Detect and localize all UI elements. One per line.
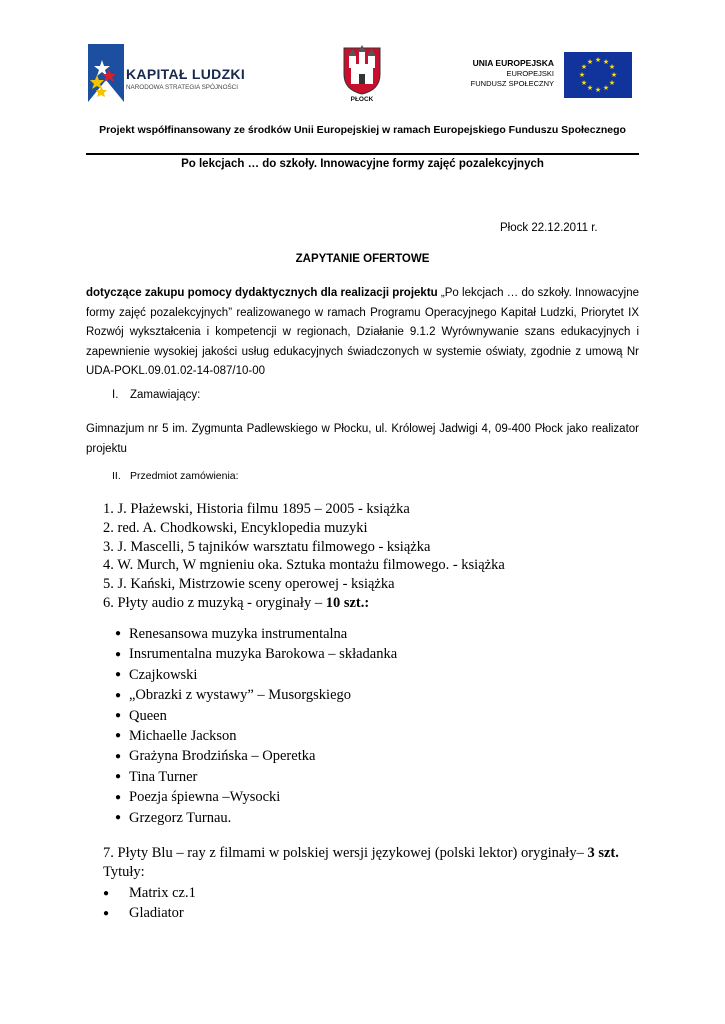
- list-item: [115, 685, 397, 705]
- order-item: 4. W. Murch, W mgnieniu oka. Sztuka montażu filmowego. - książka: [103, 557, 505, 574]
- svg-text:★: ★: [586, 85, 594, 92]
- list-item-label: Michaelle Jackson: [129, 727, 237, 744]
- bullet-icon: ●: [115, 648, 122, 660]
- list-item: [103, 884, 196, 904]
- plock-coat-of-arms: [338, 44, 386, 106]
- list-item-label: Tina Turner: [129, 768, 198, 785]
- list-item-label: Poezja śpiewna –Wysocki: [129, 789, 281, 806]
- list-item-label: Insrumentalna muzyka Barokowa – składanka: [129, 646, 398, 663]
- intro-body: „Po lekcjach … do szkoły. Innowacyjne formy zajęć pozalekcyjnych” realizowanego w ramach Programu Operacyjnego Kapitał Ludzki, Priorytet IX Rozwój wykształcenia i kompetencji w regionach, Działanie 9.1.2 Wyrównywanie szans edukacyjnych i zapewnienie wysokiej jakości usług edukacyjnych świadczonych w systemie oświaty, zgodnie z umową Nr UDA-POKL.09.01.02-14-087/10-00: [86, 287, 639, 377]
- film-titles-list: [103, 884, 196, 923]
- document-date: Płock 22.12.2011 r.: [500, 222, 598, 234]
- list-item: [115, 706, 397, 726]
- kapital-ludzki-emblem-icon: [86, 44, 126, 104]
- bullet-icon: ●: [115, 771, 122, 783]
- bullet-icon: ●: [115, 750, 122, 762]
- bullet-icon: ●: [103, 888, 110, 899]
- bullet-icon: ●: [115, 669, 122, 681]
- list-item: [115, 767, 397, 787]
- bullet-icon: ●: [115, 689, 122, 701]
- svg-text:★: ★: [610, 72, 618, 79]
- svg-text:★: ★: [608, 64, 616, 71]
- section-1-number: I.: [112, 389, 119, 401]
- list-item-label: Grażyna Brodzińska – Operetka: [129, 748, 316, 765]
- order-item-7-quantity: 3 szt.: [587, 845, 619, 861]
- kapital-ludzki-subtitle: NARODOWA STRATEGIA SPÓJNOŚCI: [126, 84, 238, 91]
- project-title: Po lekcjach … do szkoły. Innowacyjne formy zajęć pozalekcyjnych: [181, 158, 544, 170]
- eu-logo-line-3: FUNDUSZ SPOŁECZNY: [470, 79, 554, 88]
- bullet-icon: ●: [115, 811, 122, 823]
- order-item-6-quantity: 10 szt.:: [325, 594, 370, 611]
- order-item-6-text: 6. Płyty audio z muzyką - oryginały –: [103, 594, 326, 611]
- list-item: [115, 665, 397, 685]
- order-item-7-text: 7. Płyty Blu – ray z filmami w polskiej wersji językowej (polski lektor) oryginały–: [103, 845, 588, 861]
- ordering-party-paragraph: Gimnazjum nr 5 im. Zygmunta Padlewskiego w Płocku, ul. Królowej Jadwigi 4, 09-400 Płock jako realizator projektu: [86, 423, 639, 455]
- bullet-icon: ●: [103, 907, 110, 919]
- section-2-heading: Przedmiot zamówienia:: [130, 470, 239, 482]
- order-item: 2. red. A. Chodkowski, Encyklopedia muzyki: [103, 519, 368, 536]
- order-item-7: [103, 845, 619, 862]
- film-titles-heading: Tytuły:: [103, 864, 145, 880]
- list-item: [115, 624, 397, 644]
- eu-logo-line-1: UNIA EUROPEJSKA: [472, 58, 554, 68]
- list-item-label: Matrix cz.1: [129, 885, 196, 902]
- list-item: [115, 726, 397, 746]
- kapital-ludzki-logo: [86, 44, 266, 104]
- list-item-label: „Obrazki z wystawy” – Musorgskiego: [129, 687, 352, 704]
- order-item-6: [103, 594, 505, 613]
- bullet-icon: ●: [115, 791, 122, 803]
- svg-text:★: ★: [580, 64, 588, 71]
- svg-text:★: ★: [602, 59, 610, 66]
- document-title: ZAPYTANIE OFERTOWE: [295, 253, 430, 265]
- order-items-list: [103, 500, 505, 613]
- list-item: [115, 644, 397, 664]
- list-item-label: Gladiator: [129, 904, 184, 921]
- svg-text:★: ★: [586, 59, 594, 66]
- plock-crest-icon: [338, 44, 386, 96]
- bullet-icon: ●: [115, 628, 122, 640]
- cofinancing-note: Projekt współfinansowany ze środków Unii Europejskiej w ramach Europejskiego Funduszu Społecznego: [99, 124, 626, 136]
- eu-flag-icon: [564, 52, 632, 98]
- header-divider: [86, 153, 639, 155]
- list-item: [103, 904, 196, 924]
- svg-text:★: ★: [578, 72, 586, 79]
- list-item-label: Renesansowa muzyka instrumentalna: [129, 626, 348, 642]
- order-item: 5. J. Kański, Mistrzowie sceny operowej - książka: [103, 576, 395, 593]
- svg-text:★: ★: [594, 57, 602, 64]
- section-1-heading: Zamawiający:: [130, 389, 201, 401]
- list-item: [115, 787, 397, 807]
- list-item: [115, 808, 397, 828]
- section-2-number: II.: [112, 470, 121, 482]
- bullet-icon: ●: [115, 730, 122, 742]
- intro-lead: dotyczące zakupu pomocy dydaktycznych dla realizacji projektu: [86, 287, 438, 299]
- list-item: [115, 746, 397, 766]
- eu-efs-logo: [440, 52, 634, 102]
- kapital-ludzki-title: KAPITAŁ LUDZKI: [126, 66, 246, 82]
- audio-titles-list: [115, 624, 397, 828]
- order-item: 3. J. Mascelli, 5 tajników warsztatu filmowego - książka: [103, 538, 431, 555]
- bullet-icon: ●: [115, 710, 122, 722]
- order-item: 1. J. Płażewski, Historia filmu 1895 – 2005 - książka: [103, 501, 410, 517]
- svg-text:★: ★: [608, 80, 616, 87]
- svg-text:★: ★: [580, 80, 588, 87]
- svg-text:★: ★: [594, 87, 602, 94]
- eu-logo-line-2: EUROPEJSKI: [506, 69, 554, 78]
- list-item-label: Grzegorz Turnau.: [129, 809, 232, 826]
- plock-label: PŁOCK: [350, 96, 374, 103]
- svg-text:★: ★: [602, 85, 610, 92]
- intro-paragraph: [86, 284, 639, 382]
- list-item-label: Czajkowski: [129, 666, 198, 683]
- list-item-label: Queen: [129, 707, 167, 724]
